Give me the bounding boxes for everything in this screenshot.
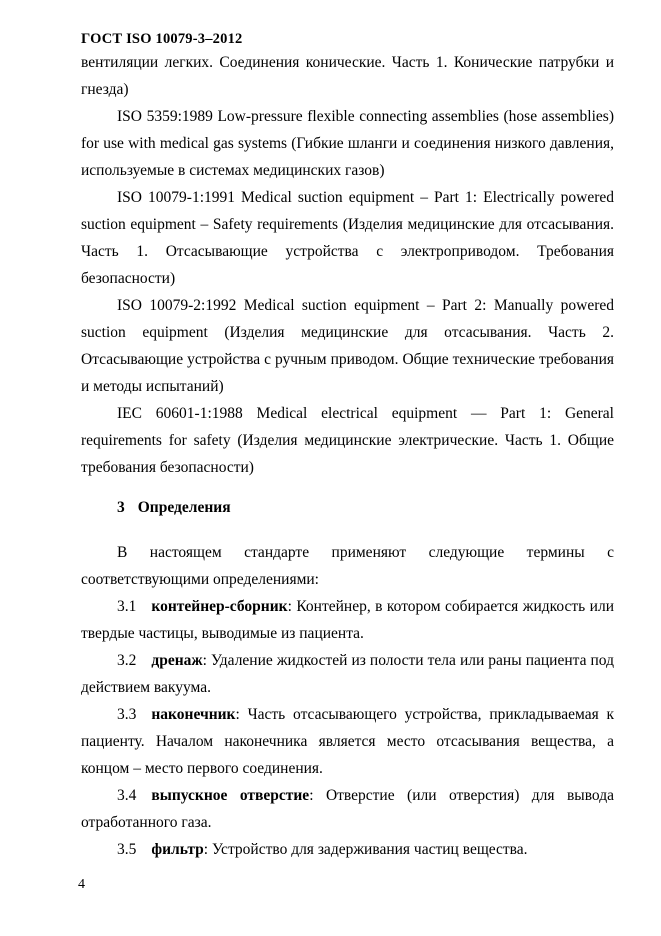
definition-item <box>81 701 614 782</box>
section-intro-paragraph: В настоящем стандарте применяют следующие термины с соответствующими определениями: <box>81 544 614 588</box>
section-heading <box>81 494 614 521</box>
definition-item <box>81 593 614 647</box>
definition-number: 3.2 <box>117 652 137 669</box>
definition-term: фильтр <box>151 841 204 858</box>
page-number: 4 <box>78 877 85 892</box>
definition-number: 3.3 <box>117 706 137 723</box>
section-title: Определения <box>137 499 231 516</box>
definition-text: : Отверстие (или отверстия) для вывода отработанного газа. <box>81 787 614 831</box>
definition-text: : Устройство для задерживания частиц вещества. <box>203 841 528 858</box>
section-number: 3 <box>117 499 125 516</box>
definition-text: : Часть отсасывающего устройства, прикладываемая к пациенту. Началом наконечника является место отсасывания вещества, а концом – место первого соединения. <box>81 706 614 777</box>
definition-text: : Контейнер, в котором собирается жидкость или твердые частицы, выводимые из пациента. <box>81 598 614 642</box>
continuation-paragraph: вентиляции легких. Соединения конические. Часть 1. Конические патрубки и гнезда) <box>81 54 614 98</box>
reference-paragraph: ISO 10079-2:1992 Medical suction equipment – Part 2: Manually powered suction equipment (Изделия медицинские для отсасывания. Часть 2. Отсасывающие устройства с ручным приводом. Общие технические требования и методы испытаний) <box>81 297 614 395</box>
reference-paragraph: ISO 10079-1:1991 Medical suction equipment – Part 1: Electrically powered suction equipment – Safety requirements (Изделия медицинские для отсасывания. Часть 1. Отсасывающие устройства с электроприводом. Требования безопасности) <box>81 189 614 287</box>
definition-number: 3.5 <box>117 841 137 858</box>
definition-term: наконечник <box>151 706 236 723</box>
reference-paragraph: IEC 60601-1:1988 Medical electrical equipment — Part 1: General requirements for safety (Изделия медицинские электрические. Часть 1. Общие требования безопасности) <box>81 405 614 476</box>
document-header: ГОСТ ISO 10079-3–2012 <box>81 31 243 47</box>
definition-number: 3.1 <box>117 598 137 615</box>
definition-item <box>81 836 614 863</box>
definition-number: 3.4 <box>117 787 137 804</box>
definition-term: дренаж <box>151 652 203 669</box>
definition-term: контейнер-сборник <box>151 598 288 615</box>
definition-item <box>81 647 614 701</box>
definition-term: выпускное отверстие <box>151 787 310 804</box>
definition-item <box>81 782 614 836</box>
definition-text: : Удаление жидкостей из полости тела или раны пациента под действием вакуума. <box>81 652 614 696</box>
reference-paragraph: ISO 5359:1989 Low-pressure flexible connecting assemblies (hose assemblies) for use with medical gas systems (Гибкие шланги и соединения низкого давления, используемые в системах медицинских газов) <box>81 108 614 179</box>
document-body <box>81 49 614 863</box>
